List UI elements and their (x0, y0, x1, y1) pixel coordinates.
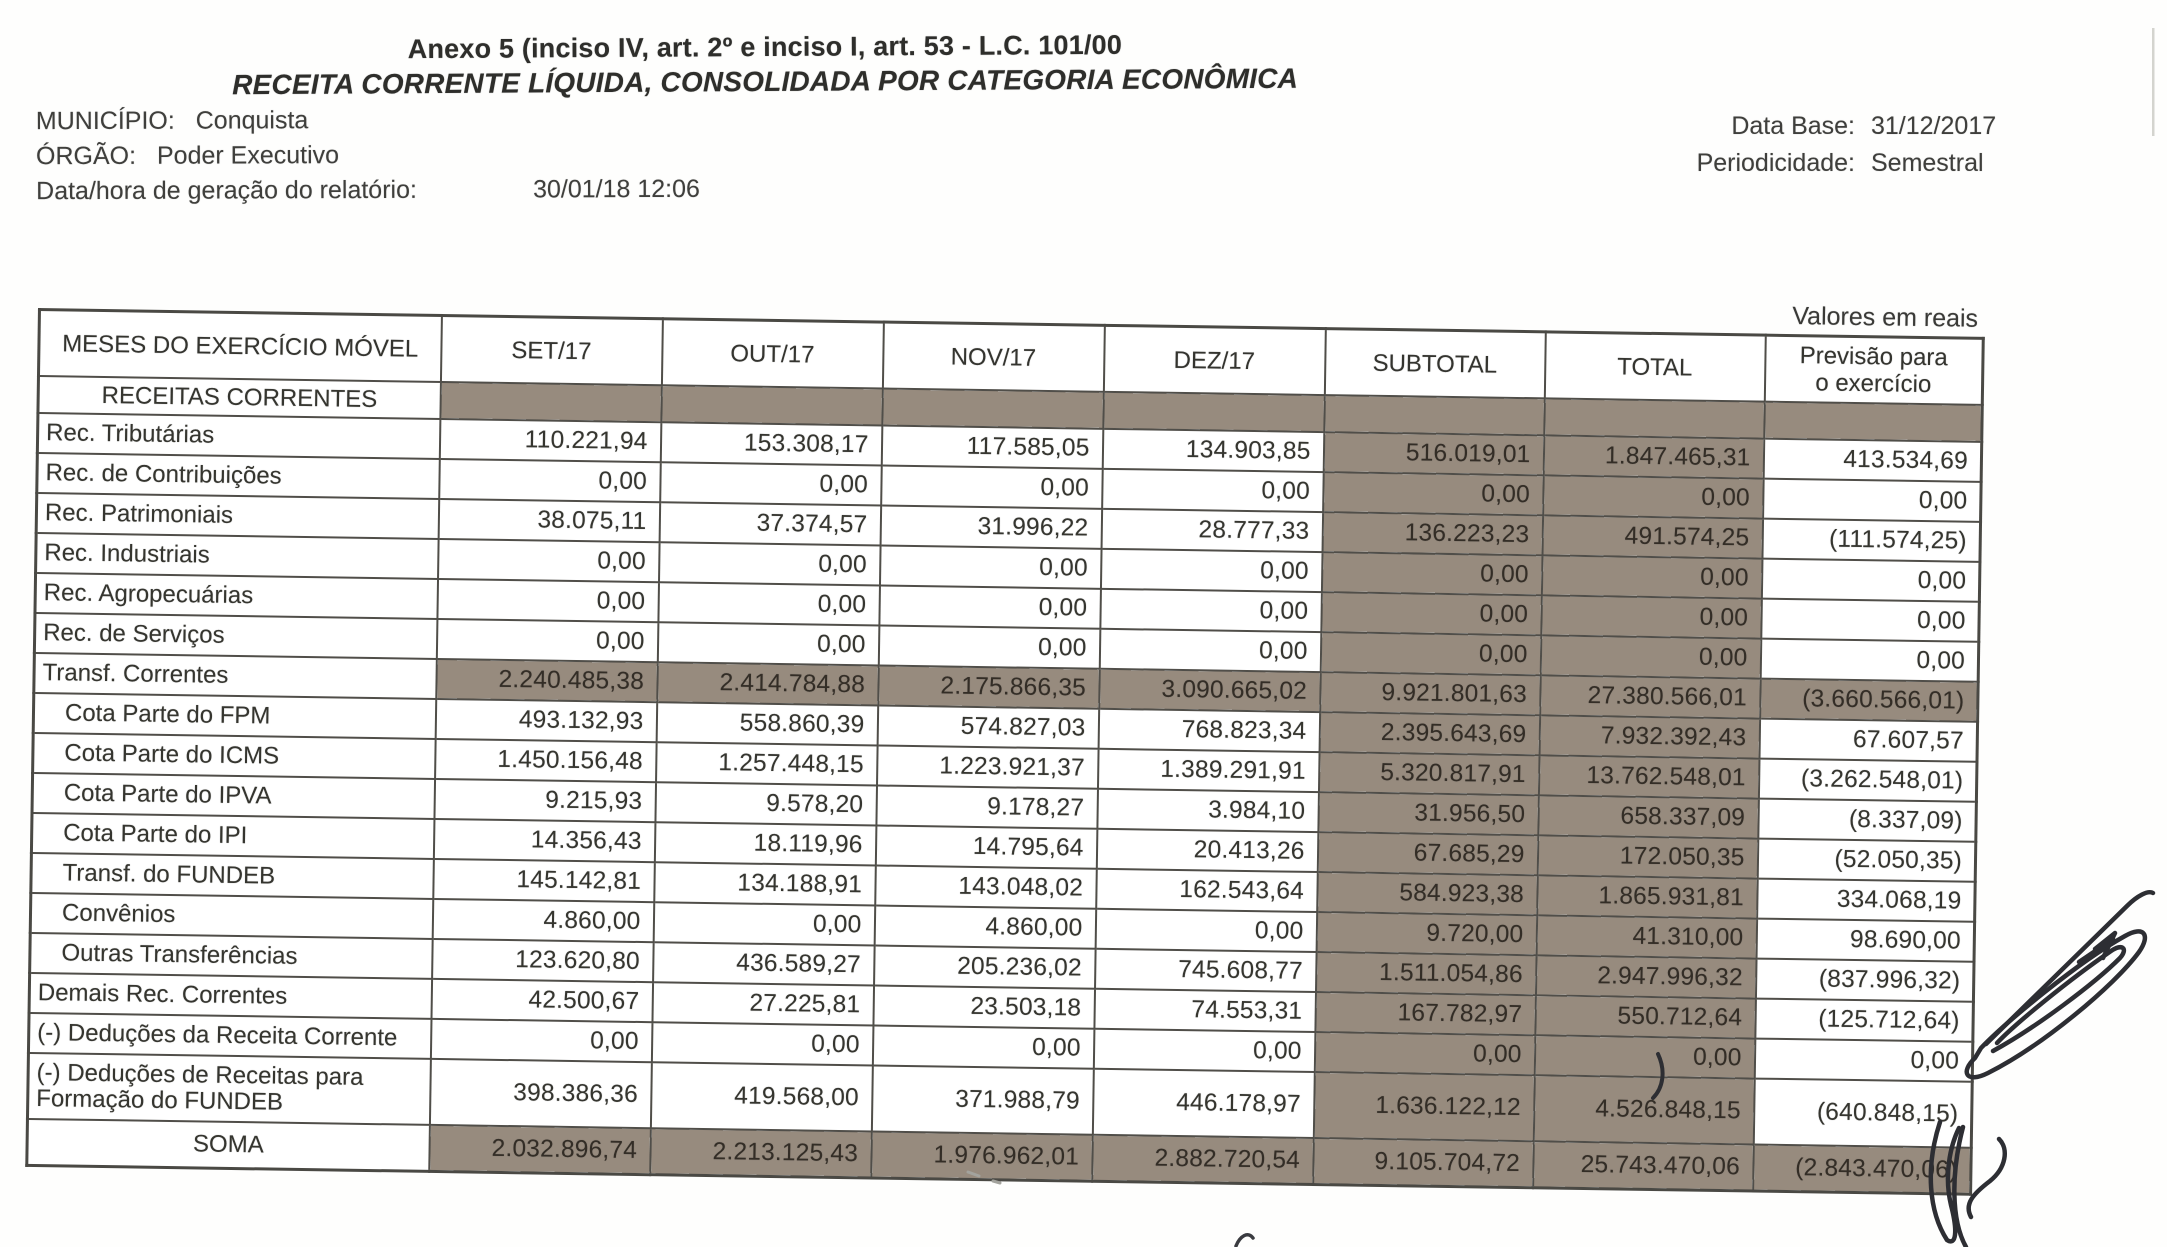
row-label: Transf. Correntes (34, 653, 437, 699)
value-cell: 9.105.704,72 (1313, 1138, 1534, 1188)
value-cell: 419.568,00 (650, 1062, 872, 1131)
row-label: Demais Rec. Correntes (29, 973, 432, 1019)
value-cell: 550.712,64 (1535, 995, 1756, 1038)
value-cell: 334.068,19 (1757, 879, 1976, 922)
database-label: Data Base: (1731, 112, 1855, 140)
value-cell: 0,00 (1760, 639, 1979, 682)
paraph-flag (2079, 933, 2115, 962)
value-cell (661, 385, 883, 425)
row-label: Rec. Tributárias (37, 413, 440, 459)
value-cell: 0,00 (1314, 1032, 1535, 1075)
value-cell: 27.225,81 (652, 982, 874, 1025)
column-header: TOTAL (1544, 332, 1765, 402)
paraph-cross-line (1986, 892, 2153, 1044)
value-cell: 0,00 (1093, 1029, 1315, 1072)
value-cell: 162.543,64 (1096, 869, 1318, 912)
row-label: Convênios (30, 893, 433, 939)
value-cell: 0,00 (1320, 632, 1541, 675)
value-cell: 14.795,64 (875, 825, 1097, 868)
orgao-row (36, 139, 700, 171)
row-label: (-) Deduções da Receita Corrente (28, 1013, 431, 1059)
periodicidade-label: Periodicidade: (1696, 149, 1855, 177)
orgao-value: Poder Executivo (156, 141, 340, 170)
value-cell: 0,00 (1095, 909, 1317, 952)
value-cell: 31.956,50 (1318, 792, 1539, 835)
value-cell: 98.690,00 (1756, 919, 1975, 962)
value-cell: 1.223.921,37 (877, 745, 1099, 788)
value-cell: 0,00 (1540, 635, 1761, 678)
value-cell: 123.620,80 (432, 939, 654, 982)
value-cell: 0,00 (1100, 549, 1322, 592)
value-cell: 0,00 (878, 626, 1100, 669)
value-cell: 2.240.485,38 (436, 659, 658, 702)
value-cell: 2.414.784,88 (657, 662, 879, 705)
value-cell (1324, 395, 1545, 435)
value-cell: 1.257.448,15 (656, 742, 878, 785)
value-cell (1544, 398, 1765, 438)
value-cell: 0,00 (1543, 475, 1764, 518)
value-cell: 2.882.720,54 (1092, 1135, 1314, 1185)
value-cell: (3.660.566,01) (1760, 679, 1979, 722)
value-cell: 0,00 (881, 466, 1103, 509)
value-cell: 134.903,85 (1102, 429, 1324, 472)
value-cell: (2.843.470,06) (1753, 1145, 1972, 1195)
value-cell (882, 389, 1104, 429)
value-cell: 9.215,93 (434, 779, 656, 822)
value-cell: 0,00 (1534, 1035, 1755, 1078)
row-label: Cota Parte do ICMS (33, 733, 436, 779)
value-cell: 0,00 (1541, 595, 1762, 638)
value-cell: 0,00 (660, 462, 882, 505)
value-cell: 25.743.470,06 (1533, 1141, 1754, 1191)
value-cell: 0,00 (1102, 469, 1324, 512)
geracao-value: 30/01/18 12:06 (533, 174, 700, 204)
value-cell: 493.132,93 (435, 699, 657, 742)
value-cell: 1.511.054,86 (1315, 952, 1536, 995)
value-cell: 136.223,23 (1322, 512, 1543, 555)
value-cell: 167.782,97 (1315, 992, 1536, 1035)
row-label: Cota Parte do FPM (33, 693, 436, 739)
value-cell: 0,00 (658, 582, 880, 625)
value-cell: 0,00 (437, 579, 659, 622)
currency-note: Valores em reais (1792, 302, 1979, 333)
value-cell: (8.337,09) (1758, 799, 1977, 842)
row-label: (-) Deduções de Receitas para Formação do FUNDEB (27, 1053, 430, 1125)
row-label: SOMA (27, 1119, 430, 1171)
value-cell: 2.175.866,35 (878, 666, 1100, 709)
value-cell: 0,00 (1321, 552, 1542, 595)
value-cell: 4.860,00 (432, 899, 654, 942)
value-cell: 5.320.817,91 (1318, 752, 1539, 795)
value-cell: 0,00 (1323, 472, 1544, 515)
value-cell: 745.608,77 (1095, 949, 1317, 992)
column-header: NOV/17 (882, 322, 1104, 392)
column-header: OUT/17 (661, 319, 883, 389)
value-cell: 23.503,18 (873, 985, 1095, 1028)
value-cell: 18.119,96 (654, 822, 876, 865)
value-cell: 436.589,27 (653, 942, 875, 985)
value-cell: 31.996,22 (880, 506, 1102, 549)
periodicidade-value: Semestral (1871, 149, 1984, 177)
geracao-label: Data/hora de geração do relatório: (36, 175, 417, 206)
value-cell: 0,00 (1100, 589, 1322, 632)
report-table-sheet (25, 302, 1982, 1196)
row-label: Rec. Agropecuárias (35, 573, 438, 619)
value-cell: 1.389.291,91 (1097, 749, 1319, 792)
value-cell: 9.720,00 (1316, 912, 1537, 955)
value-cell: 145.142,81 (433, 859, 655, 902)
municipio-value: Conquista (195, 106, 309, 135)
value-cell: 3.090.665,02 (1099, 669, 1321, 712)
value-cell: 0,00 (659, 542, 881, 585)
report-meta-left (36, 104, 700, 211)
value-cell: 7.932.392,43 (1539, 715, 1760, 758)
value-cell: 1.636.122,12 (1313, 1072, 1534, 1141)
database-value: 31/12/2017 (1871, 112, 1997, 140)
value-cell: 584.923,38 (1317, 872, 1538, 915)
value-cell: 74.553,31 (1094, 989, 1316, 1032)
value-cell: 14.356,43 (433, 819, 655, 862)
value-cell (1764, 402, 1983, 442)
scan-edge-artifact (2152, 28, 2155, 136)
value-cell: 1.865.931,81 (1537, 875, 1758, 918)
value-cell: 1.450.156,48 (435, 739, 657, 782)
value-cell: 3.984,10 (1097, 789, 1319, 832)
value-cell: 9.178,27 (876, 785, 1098, 828)
value-cell: 0,00 (872, 1025, 1094, 1068)
column-header: Previsão para o exercício (1764, 335, 1983, 405)
signature-paraph (1967, 892, 2153, 1077)
value-cell: 0,00 (1754, 1039, 1973, 1082)
value-cell: (52.050,35) (1757, 839, 1976, 882)
value-cell: 0,00 (436, 619, 658, 662)
value-cell: 4.860,00 (874, 905, 1096, 948)
row-label: Rec. de Serviços (34, 613, 437, 659)
value-cell: (837.996,32) (1755, 959, 1974, 1002)
column-header: DEZ/17 (1103, 325, 1325, 395)
value-cell: 37.374,57 (659, 502, 881, 545)
value-cell: 371.988,79 (871, 1065, 1093, 1134)
value-cell: 67.685,29 (1317, 832, 1538, 875)
row-label: Transf. do FUNDEB (31, 853, 434, 899)
value-cell: 1.976.962,01 (871, 1131, 1093, 1181)
geracao-row (36, 174, 700, 206)
value-cell: (640.848,15) (1753, 1079, 1972, 1148)
value-cell: 516.019,01 (1323, 432, 1544, 475)
value-cell: 9.921.801,63 (1320, 672, 1541, 715)
value-cell: 9.578,20 (655, 782, 877, 825)
value-cell: 2.032.896,74 (429, 1125, 651, 1175)
column-header: SUBTOTAL (1324, 329, 1545, 399)
value-cell: (125.712,64) (1755, 999, 1974, 1042)
value-cell: 42.500,67 (431, 979, 653, 1022)
paraph-outer-loop (1967, 931, 2145, 1077)
municipio-label: MUNICÍPIO: (35, 106, 175, 136)
value-cell: 0,00 (879, 546, 1101, 589)
row-label: Cota Parte do IPVA (32, 773, 435, 819)
value-cell: 143.048,02 (875, 865, 1097, 908)
value-cell: 0,00 (1761, 559, 1980, 602)
value-cell: 27.380.566,01 (1540, 675, 1761, 718)
report-meta-right (1655, 112, 1996, 178)
value-cell: 0,00 (1761, 599, 1980, 642)
value-cell: 172.050,35 (1537, 835, 1758, 878)
title-line-2: RECEITA CORRENTE LÍQUIDA, CONSOLIDADA POR CATEGORIA ECONÔMICA (232, 62, 1299, 101)
row-label: Rec. de Contribuições (37, 453, 440, 499)
value-cell: 1.847.465,31 (1543, 435, 1764, 478)
value-cell: 0,00 (1541, 555, 1762, 598)
value-cell: 558.860,39 (656, 702, 878, 745)
row-label: RECEITAS CORRENTES (38, 376, 441, 419)
paraph-inner-loop (1993, 947, 2124, 1051)
value-cell: 38.075,11 (438, 499, 660, 542)
row-label-column-header: MESES DO EXERCÍCIO MÓVEL (38, 310, 441, 382)
value-cell: 574.827,03 (877, 706, 1099, 749)
title-line-1: Anexo 5 (inciso IV, art. 2º e inciso I, art. 53 - L.C. 101/00 (407, 29, 1123, 65)
row-label: Outras Transferências (30, 933, 433, 979)
value-cell: 446.178,97 (1092, 1069, 1314, 1138)
row-label: Cota Parte do IPI (31, 813, 434, 859)
stray-caret (1236, 1235, 1253, 1246)
value-cell: 67.607,57 (1759, 719, 1978, 762)
value-cell (1103, 392, 1325, 432)
value-cell: (3.262.548,01) (1758, 759, 1977, 802)
value-cell: 0,00 (1763, 479, 1982, 522)
value-cell: 768.823,34 (1098, 709, 1320, 752)
value-cell: 0,00 (879, 586, 1101, 629)
value-cell: 0,00 (653, 902, 875, 945)
row-label: Rec. Industriais (36, 533, 439, 579)
row-label: Rec. Patrimoniais (36, 493, 439, 539)
value-cell: 20.413,26 (1096, 829, 1318, 872)
value-cell: 0,00 (438, 539, 660, 582)
value-cell: 413.534,69 (1763, 439, 1982, 482)
value-cell: 110.221,94 (439, 419, 661, 462)
value-cell: 2.395.643,69 (1319, 712, 1540, 755)
value-cell: 658.337,09 (1538, 795, 1759, 838)
value-cell: 0,00 (439, 459, 661, 502)
value-cell: 117.585,05 (881, 426, 1103, 469)
squiggle-hook (1969, 1139, 2005, 1217)
value-cell: 28.777,33 (1101, 509, 1323, 552)
value-cell: 2.947.996,32 (1535, 955, 1756, 998)
value-cell: 134.188,91 (654, 862, 876, 905)
value-cell: 13.762.548,01 (1538, 755, 1759, 798)
municipio-row (36, 104, 700, 136)
receitas-table (25, 308, 1985, 1196)
value-cell: 491.574,25 (1542, 515, 1763, 558)
value-cell (440, 382, 662, 422)
orgao-label: ÓRGÃO: (35, 141, 137, 171)
value-cell: 4.526.848,15 (1533, 1075, 1754, 1144)
value-cell: 0,00 (1099, 629, 1321, 672)
value-cell: 205.236,02 (874, 945, 1096, 988)
value-cell: 41.310,00 (1536, 915, 1757, 958)
report-title (0, 27, 1530, 102)
column-header: SET/17 (440, 315, 662, 385)
value-cell: 153.308,17 (660, 422, 882, 465)
value-cell: 2.213.125,43 (650, 1128, 872, 1178)
value-cell: 0,00 (1321, 592, 1542, 635)
value-cell: 0,00 (651, 1022, 873, 1065)
value-cell: (111.574,25) (1762, 519, 1981, 562)
value-cell: 0,00 (657, 622, 879, 665)
value-cell: 398.386,36 (429, 1059, 651, 1128)
value-cell: 0,00 (430, 1019, 652, 1062)
